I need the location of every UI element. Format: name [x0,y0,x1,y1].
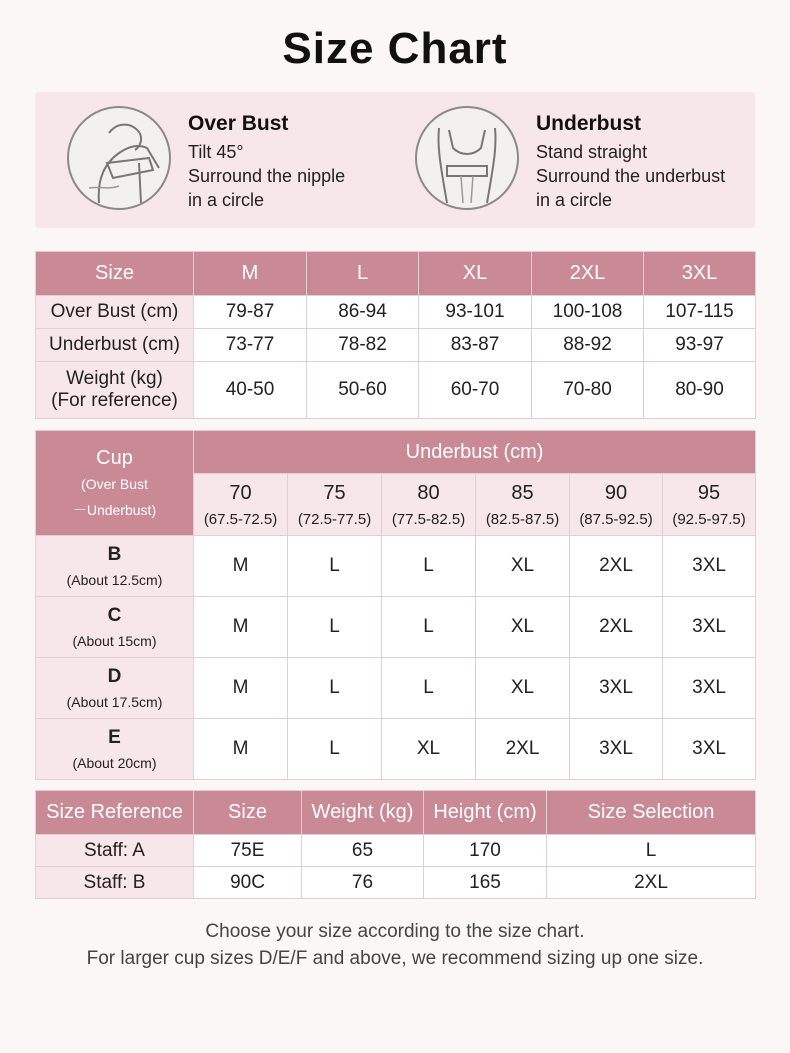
table-cell: 3XL [663,658,756,719]
table-cell: 65 [302,835,424,867]
table-row [36,362,756,419]
underbust-illustration-icon [415,106,519,210]
table-cell: 86-94 [307,296,419,329]
table-cell: 107-115 [644,296,756,329]
over-bust-illustration-icon [67,106,171,210]
table-cell: 2XL [547,867,756,899]
table-cell: 3XL [570,658,663,719]
size-header-cell: L [307,252,419,296]
row-label-line: (For reference) [51,390,178,411]
table-cell: XL [476,597,570,658]
table-row [36,536,756,597]
column-header: 75 (72.5-77.5) [288,474,382,536]
table-cell: L [288,536,382,597]
reference-header-cell: Size Reference [36,791,194,835]
table-cell: L [382,536,476,597]
underbust-heading: Underbust [536,112,641,135]
table-cell: 73-77 [194,329,307,362]
table-cell: 80-90 [644,362,756,419]
cup-row-label: B (About 12.5cm) [36,536,194,597]
table-cell: 70-80 [532,362,644,419]
table-cell: M [194,536,288,597]
column-header: 80 (77.5-82.5) [382,474,476,536]
table-cell: 3XL [663,536,756,597]
column-header: 85 (82.5-87.5) [476,474,570,536]
size-table-header [36,252,756,296]
table-cell: 100-108 [532,296,644,329]
table-row [36,329,756,362]
row-label: Over Bust (cm) [36,296,194,329]
table-cell: 3XL [663,597,756,658]
row-label: Staff: A [36,835,194,867]
reference-table-header [36,791,756,835]
table-cell: L [288,658,382,719]
size-header-cell: XL [419,252,532,296]
table-row [36,835,756,867]
table-cell: 2XL [476,719,570,780]
sizing-note: For larger cup sizes D/E/F and above, we recommend sizing up one size. [86,948,704,969]
table-cell: M [194,658,288,719]
table-cell: 170 [424,835,547,867]
table-row [36,658,756,719]
cup-table [35,430,756,780]
table-row [36,597,756,658]
table-cell: 88-92 [532,329,644,362]
cup-row-label: C (About 15cm) [36,597,194,658]
underbust-header-cell: Underbust (cm) [194,431,756,474]
reference-header-cell: Height (cm) [424,791,547,835]
reference-header-cell: Size Selection [547,791,756,835]
row-label: Staff: B [36,867,194,899]
over-bust-line: in a circle [188,190,265,210]
over-bust-line: Surround the nipple [188,166,346,186]
table-row [36,296,756,329]
table-cell: 165 [424,867,547,899]
table-cell: 40-50 [194,362,307,419]
table-cell: XL [382,719,476,780]
underbust-line: Surround the underbust [536,166,726,186]
table-cell: 78-82 [307,329,419,362]
table-cell: 93-101 [419,296,532,329]
table-cell: L [288,597,382,658]
over-bust-line: Tilt 45° [188,142,244,162]
table-cell: 76 [302,867,424,899]
underbust-guide [395,92,755,228]
cup-header-cell [36,431,194,536]
column-header: 70 (67.5-72.5) [194,474,288,536]
cup-row-label: D (About 17.5cm) [36,658,194,719]
cup-sub-label: －Underbust) [72,501,157,518]
table-cell: L [547,835,756,867]
size-header-cell: 3XL [644,252,756,296]
reference-header-cell: Weight (kg) [302,791,424,835]
table-cell: 79-87 [194,296,307,329]
table-cell: XL [476,536,570,597]
size-table [35,251,756,419]
underbust-line: in a circle [536,190,613,210]
over-bust-guide [35,92,395,228]
sizing-note: Choose your size according to the size chart. [205,921,585,942]
table-cell: L [288,719,382,780]
table-cell: 2XL [570,536,663,597]
row-label-line: Weight (kg) [66,368,163,389]
column-header: 95 (92.5-97.5) [663,474,756,536]
table-cell: 60-70 [419,362,532,419]
table-row [36,719,756,780]
table-row [36,867,756,899]
table-cell: 3XL [663,719,756,780]
cup-label: Cup [96,446,133,469]
table-cell: 2XL [570,597,663,658]
table-cell: XL [476,658,570,719]
table-cell: L [382,658,476,719]
table-cell: 75E [194,835,302,867]
underbust-line: Stand straight [536,142,648,162]
measurement-guide [35,92,755,228]
size-reference-table [35,790,756,899]
over-bust-heading: Over Bust [188,112,289,135]
size-header-cell: Size [36,252,194,296]
column-header: 90 (87.5-92.5) [570,474,663,536]
table-cell: 83-87 [419,329,532,362]
size-header-cell: M [194,252,307,296]
table-cell: 3XL [570,719,663,780]
reference-header-cell: Size [194,791,302,835]
table-cell: 50-60 [307,362,419,419]
page-title: Size Chart [282,24,508,73]
table-cell: M [194,597,288,658]
row-label [36,362,194,419]
cup-row-label: E (About 20cm) [36,719,194,780]
table-cell: 93-97 [644,329,756,362]
cup-sub-label: (Over Bust [81,475,148,492]
table-cell: L [382,597,476,658]
table-cell: 90C [194,867,302,899]
size-header-cell: 2XL [532,252,644,296]
table-cell: M [194,719,288,780]
row-label: Underbust (cm) [36,329,194,362]
